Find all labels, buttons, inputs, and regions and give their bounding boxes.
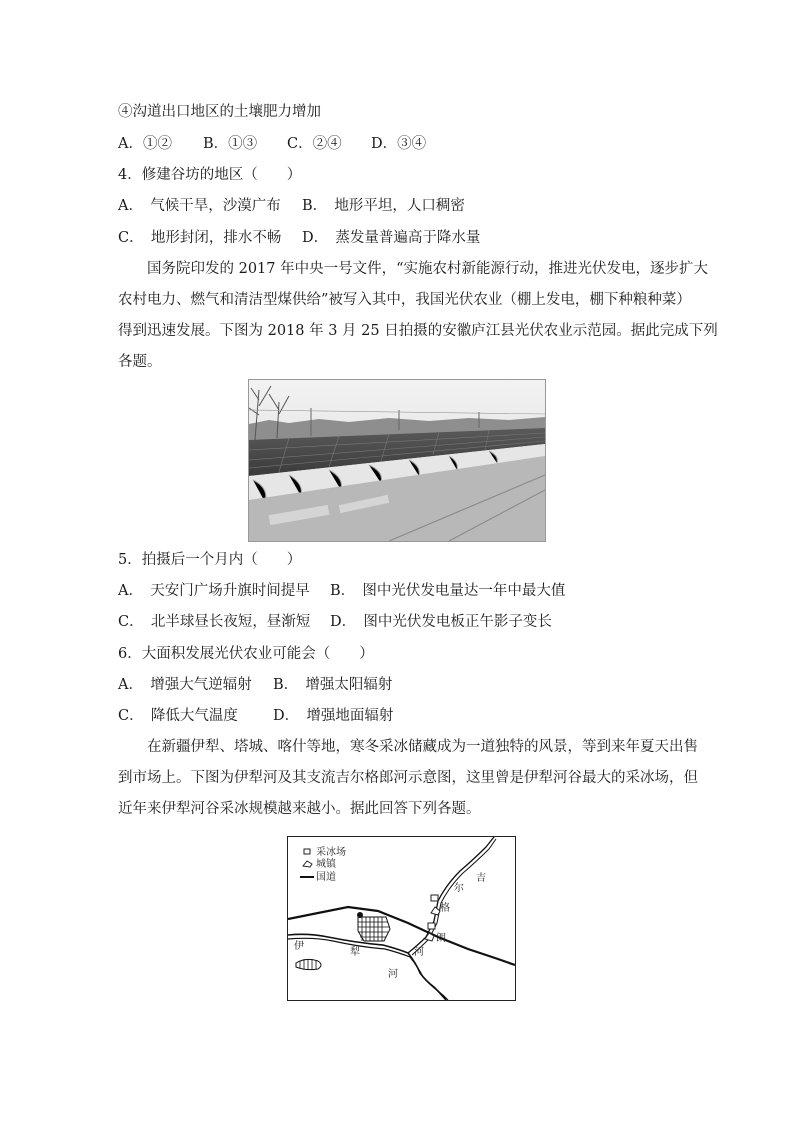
q3-option-d: D．③④ <box>371 136 427 152</box>
pv-farm-illustration <box>249 380 545 541</box>
map-legend <box>300 845 346 883</box>
label-he-tributary: 河 <box>414 947 424 958</box>
q6-option-a: A． 增强大气逆辐射 <box>118 677 252 693</box>
ice-field-icon <box>304 849 310 854</box>
q5-option-d: D． 图中光伏发电板正午影子变长 <box>330 614 552 630</box>
q4-stem: 4．修建谷坊的地区（ ） <box>118 167 302 183</box>
passage-line: 各题。 <box>118 354 162 370</box>
label-er: 尔 <box>454 883 464 894</box>
ice-field-area <box>296 959 321 970</box>
legend-highway: 国道 <box>316 872 336 883</box>
q6-option-c: C． 降低大气温度 <box>118 708 238 724</box>
q3-option-a: A．①② <box>118 136 172 152</box>
passage-line: 在新疆伊犁、塔城、喀什等地，寒冬采冰储藏成为一道独特的风景，等到来年夏天出售 <box>147 739 698 755</box>
q5-stem: 5．拍摄后一个月内（ ） <box>118 552 302 568</box>
q6-stem: 6．大面积发展光伏农业可能会（ ） <box>118 646 374 662</box>
label-lang: 朗 <box>436 933 446 944</box>
q4-option-b: B． 地形平坦，人口稠密 <box>302 198 465 214</box>
q6-option-d: D． 增强地面辐射 <box>273 708 394 724</box>
legend-ice-field: 采冰场 <box>316 847 346 858</box>
passage-line: 近年来伊犁河谷采冰规模越来越小。据此回答下列各题。 <box>118 801 481 817</box>
yili-river-map <box>287 836 516 1001</box>
town-icon <box>303 861 312 867</box>
label-ge: 格 <box>440 903 450 914</box>
q3-option-c: C．②④ <box>287 136 342 152</box>
passage-line: 国务院印发的 2017 年中央一号文件，“实施农村新能源行动，推进光伏发电，逐步扩大 <box>147 261 709 277</box>
passage-line: 农村电力、燃气和清洁型煤供给”被写入其中，我国光伏农业（棚上发电，棚下种粮种菜） <box>118 292 691 308</box>
option-text: ④沟道出口地区的土壤肥力增加 <box>118 104 321 120</box>
q4-option-d: D． 蒸发量普遍高于降水量 <box>302 230 481 246</box>
q5-option-b: B． 图中光伏发电量达一年中最大值 <box>330 583 566 599</box>
q4-option-a: A． 气候干旱，沙漠广布 <box>118 198 281 214</box>
q3-option-b: B．①③ <box>203 136 258 152</box>
q4-option-c: C． 地形封闭，排水不畅 <box>118 230 282 246</box>
town-marker <box>431 907 440 915</box>
label-ji: 吉 <box>476 873 486 884</box>
label-li: 犁 <box>350 947 360 958</box>
q5-option-c: C． 北半球昼长夜短，昼渐短 <box>118 614 311 630</box>
q5-option-a: A． 天安门广场升旗时间提早 <box>118 583 310 599</box>
label-yi: 伊 <box>294 941 304 952</box>
ice-field-area <box>357 912 390 941</box>
legend-town: 城镇 <box>316 859 336 870</box>
q6-option-b: B． 增强太阳辐射 <box>273 677 393 693</box>
passage-line: 到市场上。下图为伊犁河及其支流吉尔格郎河示意图，这里曾是伊犁河谷最大的采冰场，但 <box>118 770 698 786</box>
jiergelang-river <box>408 837 494 953</box>
label-he-yili: 河 <box>388 969 398 980</box>
ice-field-marker <box>428 923 435 929</box>
pv-farm-photo <box>248 379 546 542</box>
ice-field-marker <box>431 895 438 901</box>
map-svg <box>288 837 515 1000</box>
passage-line: 得到迅速发展。下图为 2018 年 3 月 25 日拍摄的安徽庐江县光伏农业示范园。据此完成下列 <box>118 323 718 339</box>
